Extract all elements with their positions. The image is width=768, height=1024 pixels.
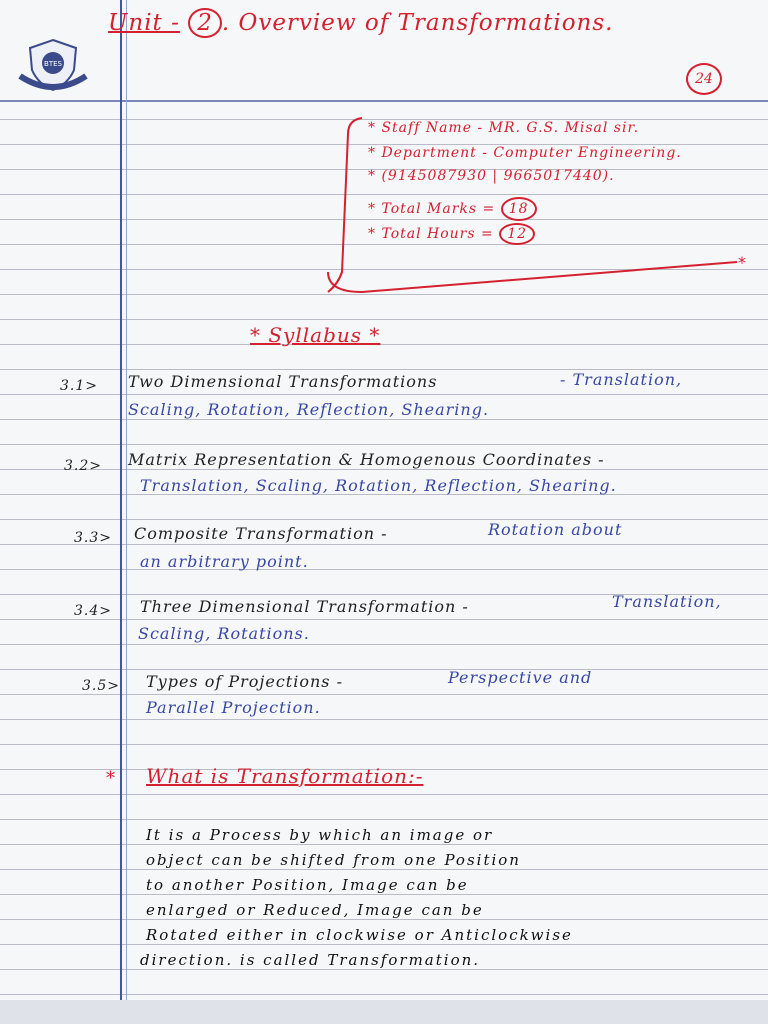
- header-rule: [0, 100, 768, 102]
- definition-line-2: object can be shifted from one Position: [146, 851, 521, 869]
- syllabus-desc-5: Perspective and: [448, 668, 593, 687]
- definition-line-1: It is a Process by which an image or: [146, 826, 494, 844]
- definition-line-5: Rotated either in clockwise or Anticlockwise: [146, 926, 573, 944]
- total-marks: * Total Marks = 18: [368, 197, 537, 221]
- syllabus-num-3: 3.3>: [74, 530, 112, 546]
- syllabus-title-1: Two Dimensional Transformations: [128, 372, 438, 391]
- svg-text:*: *: [738, 253, 746, 272]
- syllabus-num-5: 3.5>: [82, 678, 120, 694]
- syllabus-cont-2: Translation, Scaling, Rotation, Reflection, Shearing.: [140, 476, 617, 495]
- syllabus-title-4: Three Dimensional Transformation -: [140, 597, 469, 616]
- unit-number: 2: [188, 8, 222, 38]
- page-title: [108, 8, 613, 38]
- syllabus-heading: * Syllabus *: [250, 323, 381, 347]
- definition-line-4: enlarged or Reduced, Image can be: [146, 901, 484, 919]
- question-bullet: *: [106, 768, 116, 789]
- logo-text: BTES: [44, 60, 62, 68]
- question-heading: What is Transformation:-: [146, 764, 424, 788]
- staff-department: * Department - Computer Engineering.: [368, 145, 682, 161]
- syllabus-cont-3: an arbitrary point.: [140, 552, 309, 571]
- staff-name: * Staff Name - MR. G.S. Misal sir.: [368, 120, 640, 136]
- syllabus-cont-5: Parallel Projection.: [146, 698, 321, 717]
- syllabus-desc-1: - Translation,: [560, 370, 683, 389]
- college-logo-icon: [18, 36, 88, 96]
- syllabus-title-3: Composite Transformation -: [134, 524, 388, 543]
- definition-line-6: direction. is called Transformation.: [140, 951, 481, 969]
- title-text: . Overview of Transformations.: [221, 10, 614, 36]
- definition-line-3: to another Position, Image can be: [146, 876, 469, 894]
- margin-line: [120, 0, 122, 1000]
- syllabus-cont-4: Scaling, Rotations.: [138, 624, 310, 643]
- total-hours: * Total Hours = 12: [368, 223, 535, 245]
- syllabus-title-5: Types of Projections -: [146, 672, 343, 691]
- staff-phone: * (9145087930 | 9665017440).: [368, 168, 615, 184]
- syllabus-desc-4: Translation,: [612, 592, 722, 611]
- syllabus-num-4: 3.4>: [74, 603, 112, 619]
- syllabus-num-1: 3.1>: [60, 378, 98, 394]
- page-number: 24: [686, 63, 722, 95]
- margin-line-inner: [126, 0, 127, 1000]
- syllabus-title-2: Matrix Representation & Homogenous Coordinates -: [128, 450, 605, 469]
- syllabus-cont-1: Scaling, Rotation, Reflection, Shearing.: [128, 400, 490, 419]
- title-prefix: Unit -: [108, 10, 180, 36]
- page-bottom-edge: [0, 1000, 768, 1024]
- syllabus-num-2: 3.2>: [64, 458, 102, 474]
- syllabus-desc-3: Rotation about: [488, 520, 623, 539]
